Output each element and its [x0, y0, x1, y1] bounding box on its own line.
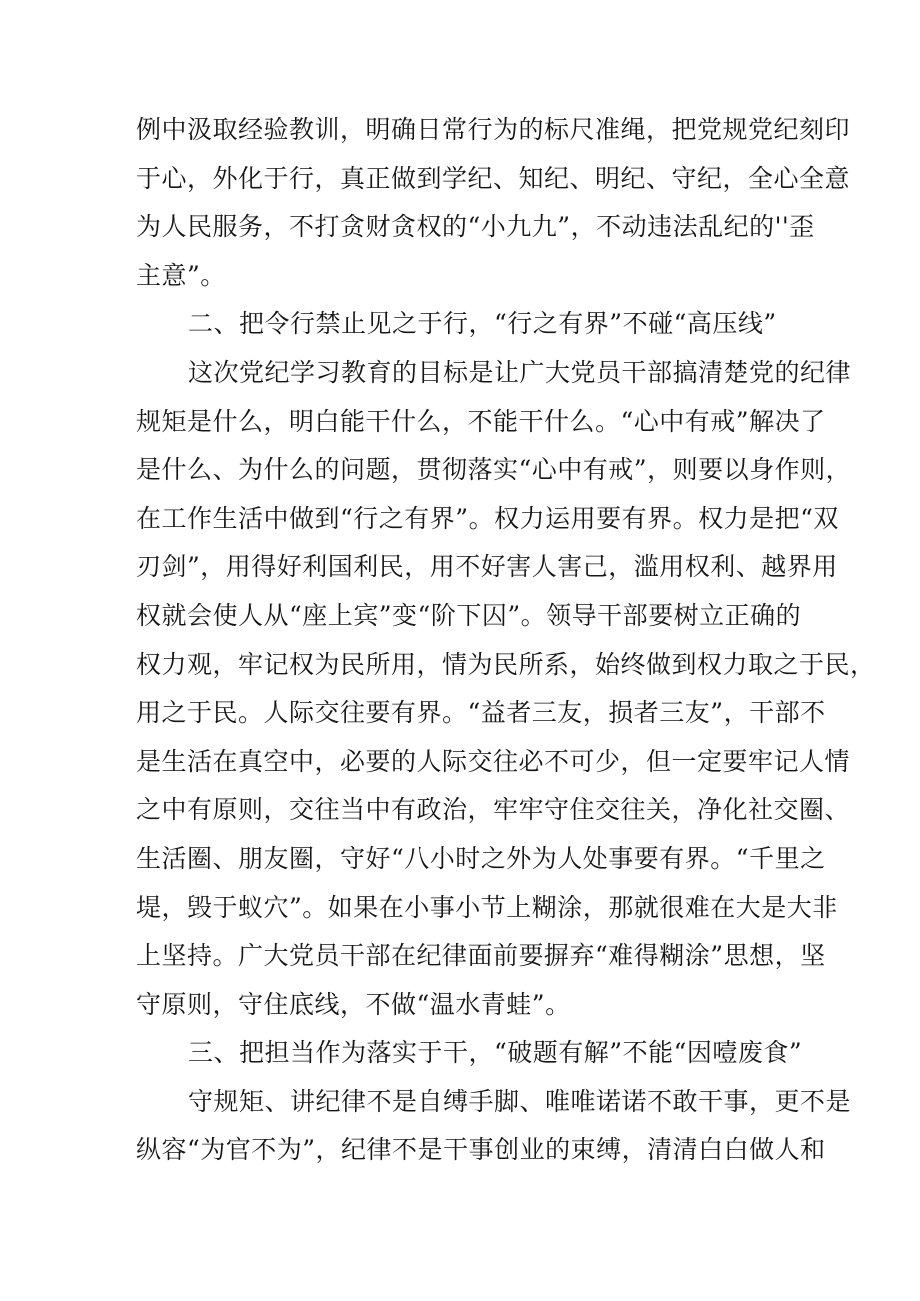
text-line: 堤，毁于蚁穴”。如果在小事小节上糊涂，那就很难在大是大非: [136, 892, 838, 922]
text-line: 是什么、为什么的问题，贯彻落实“心中有戒”，则要以身作则，: [136, 455, 852, 485]
text-line: 例中汲取经验教训，明确日常行为的标尺准绳，把党规党纪刻印: [136, 115, 851, 144]
text-line: 为人民服务，不打贪财贪权的“小九九”，不动违法乱纪的''歪: [136, 212, 815, 242]
text-line: 二、把令行禁止见之于行，“行之有界”不碰“高压线”: [188, 309, 777, 339]
text-line: 是生活在真空中，必要的人际交往必不可少，但一定要牢记人情: [136, 746, 851, 776]
document-body: [136, 106, 876, 1175]
text-line: 在工作生活中做到“行之有界”。权力运用要有界。权力是把“双: [136, 503, 839, 533]
text-line: 规矩是什么，明白能干什么，不能干什么。“心中有戒”解决了: [136, 406, 826, 436]
text-line: 生活圈、朋友圈，守好“八小时之外为人处事要有界。“千里之: [136, 843, 826, 873]
text-line: 于心，外化于行，真正做到学纪、知纪、明纪、守纪，全心全意: [136, 163, 851, 193]
text-line: 上坚持。广大党员干部在纪律面前要摒弃“难得糊涂”思想，坚: [136, 941, 826, 971]
text-line: 守原则，守住底线，不做“温水青蛙”。: [136, 989, 571, 1019]
text-line: 权力观，牢记权为民所用，情为民所系，始终做到权力取之于民，: [136, 649, 876, 679]
text-line: 这次党纪学习教育的目标是让广大党员干部搞清楚党的纪律: [188, 357, 852, 387]
text-line: 三、把担当作为落实于干，“破题有解”不能“因噎废食”: [188, 1038, 803, 1068]
text-line: 用之于民。人际交往要有界。“益者三友，损者三友”，干部不: [136, 698, 826, 728]
text-line: 纵容“为官不为”，纪律不是干事创业的束缚，清清白白做人和: [136, 1135, 826, 1165]
text-line: 刃剑”，用得好利国利民，用不好害人害己，滥用权利、越界用: [136, 552, 838, 582]
text-line: 权就会使人从“座上宾”变“阶下囚”。领导干部要树立正确的: [136, 600, 802, 630]
text-line: 之中有原则，交往当中有政治，牢牢守住交往关，净化社交圈、: [136, 795, 851, 825]
text-line: 守规矩、讲纪律不是自缚手脚、唯唯诺诺不敢干事，更不是: [188, 1086, 852, 1116]
text-line: 主意”。: [136, 260, 226, 290]
